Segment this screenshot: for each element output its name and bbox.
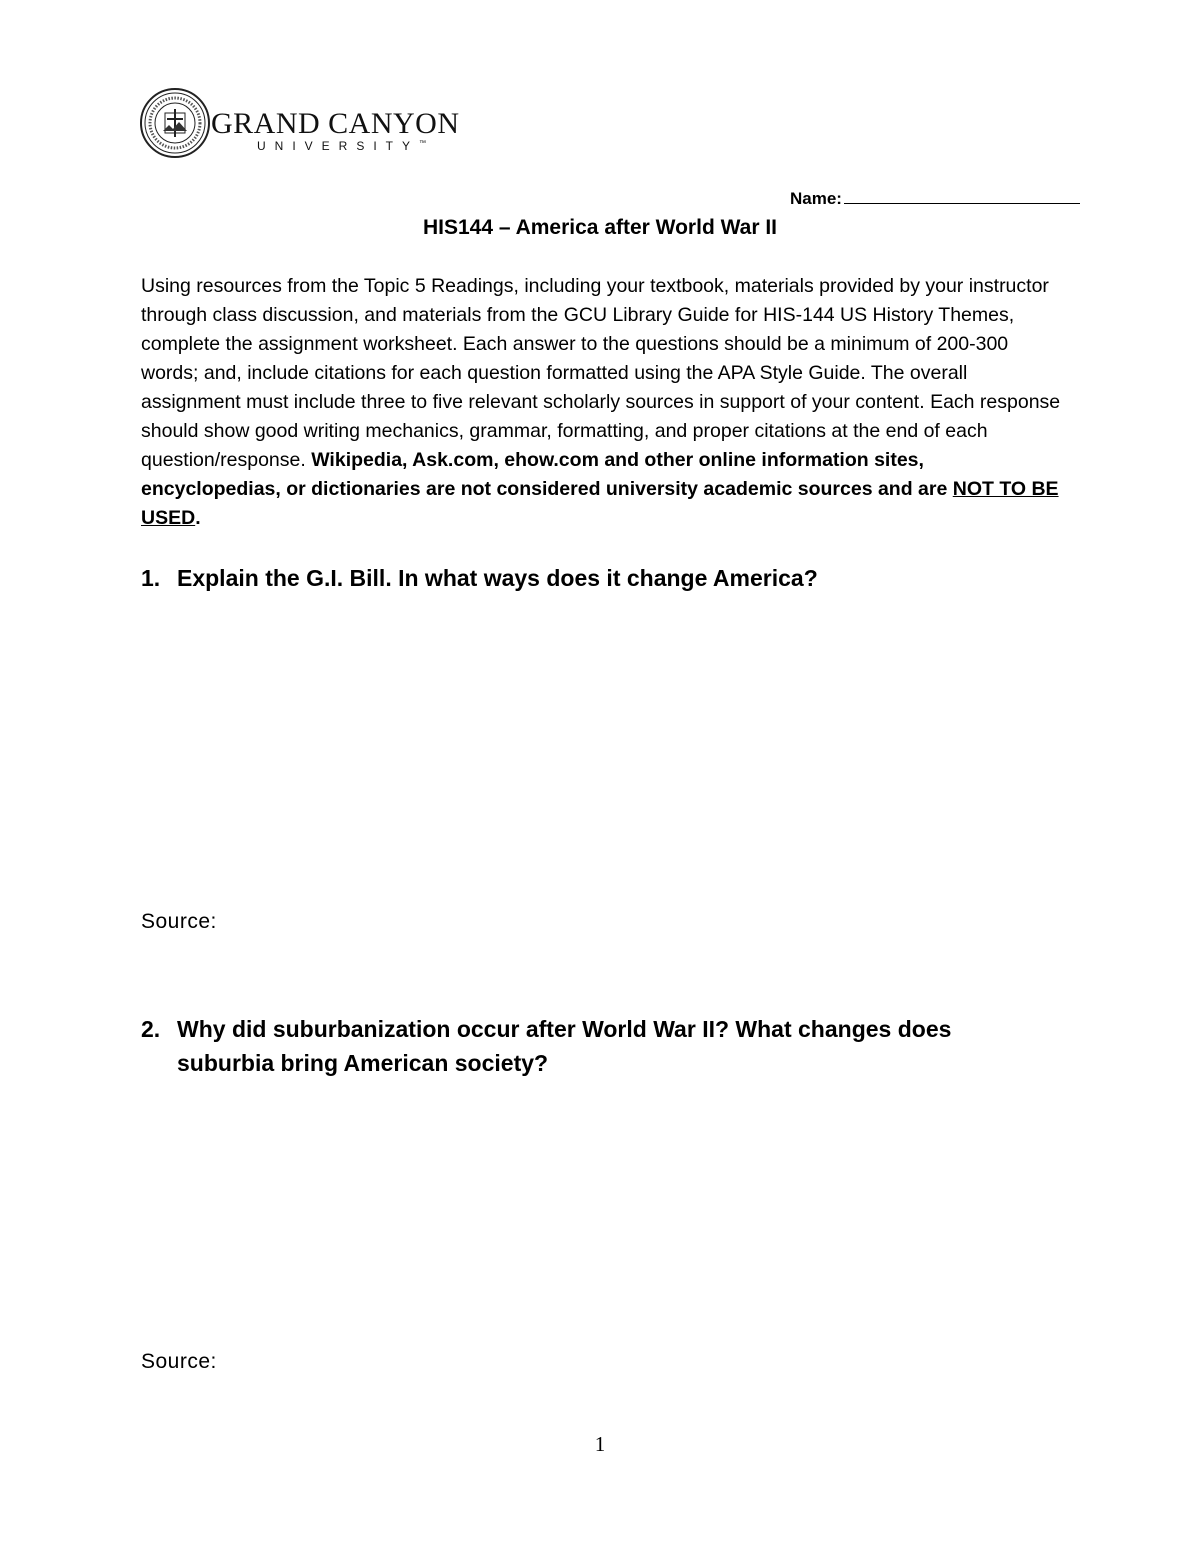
logo-text-grand-canyon: GRAND CANYON <box>211 107 460 140</box>
source-label-2: Source: <box>141 1350 217 1373</box>
logo-text-university: UNIVERSITY™ <box>257 139 427 153</box>
name-blank-line[interactable] <box>844 187 1080 204</box>
page-number: 1 <box>594 1432 606 1456</box>
instructions-paragraph <box>141 272 1061 533</box>
instructions-warning: Wikipedia, Ask.com, ehow.com and other online information sites, encyclopedias, or dictionaries are not considered university academic sources and are <box>141 449 953 500</box>
question-number: 2. <box>141 1016 161 1042</box>
instructions-text: Using resources from the Topic 5 Readings, including your textbook, materials provided by your instructor through class discussion, and materials from the GCU Library Guide for HIS-144 US History Themes, complete the assignment worksheet. Each answer to the questions should be a minimum of 200-300 words; and, include citations for each question formatted using the APA Style Guide. The overall assignment must include three to five relevant scholarly sources in support of your content. Each response should show good writing mechanics, grammar, formatting, and proper citations at the end of each question/response. <box>141 275 1061 471</box>
university-logo <box>139 87 459 159</box>
instructions-not-to-be-used: NOT TO BE USED <box>141 478 1059 529</box>
name-label: Name: <box>790 189 842 208</box>
name-field[interactable] <box>790 187 1080 209</box>
question-2 <box>141 1012 1041 1080</box>
source-label-1: Source: <box>141 910 217 933</box>
question-text: Why did suburbanization occur after World War II? What changes does suburbia bring American society? <box>177 1016 952 1076</box>
question-1 <box>141 561 1041 595</box>
document-title: HIS144 – America after World War II <box>422 216 778 239</box>
question-text: Explain the G.I. Bill. In what ways does it change America? <box>177 565 818 591</box>
instructions-period: . <box>195 507 201 529</box>
question-number: 1. <box>141 565 161 591</box>
university-seal-icon <box>139 87 211 159</box>
